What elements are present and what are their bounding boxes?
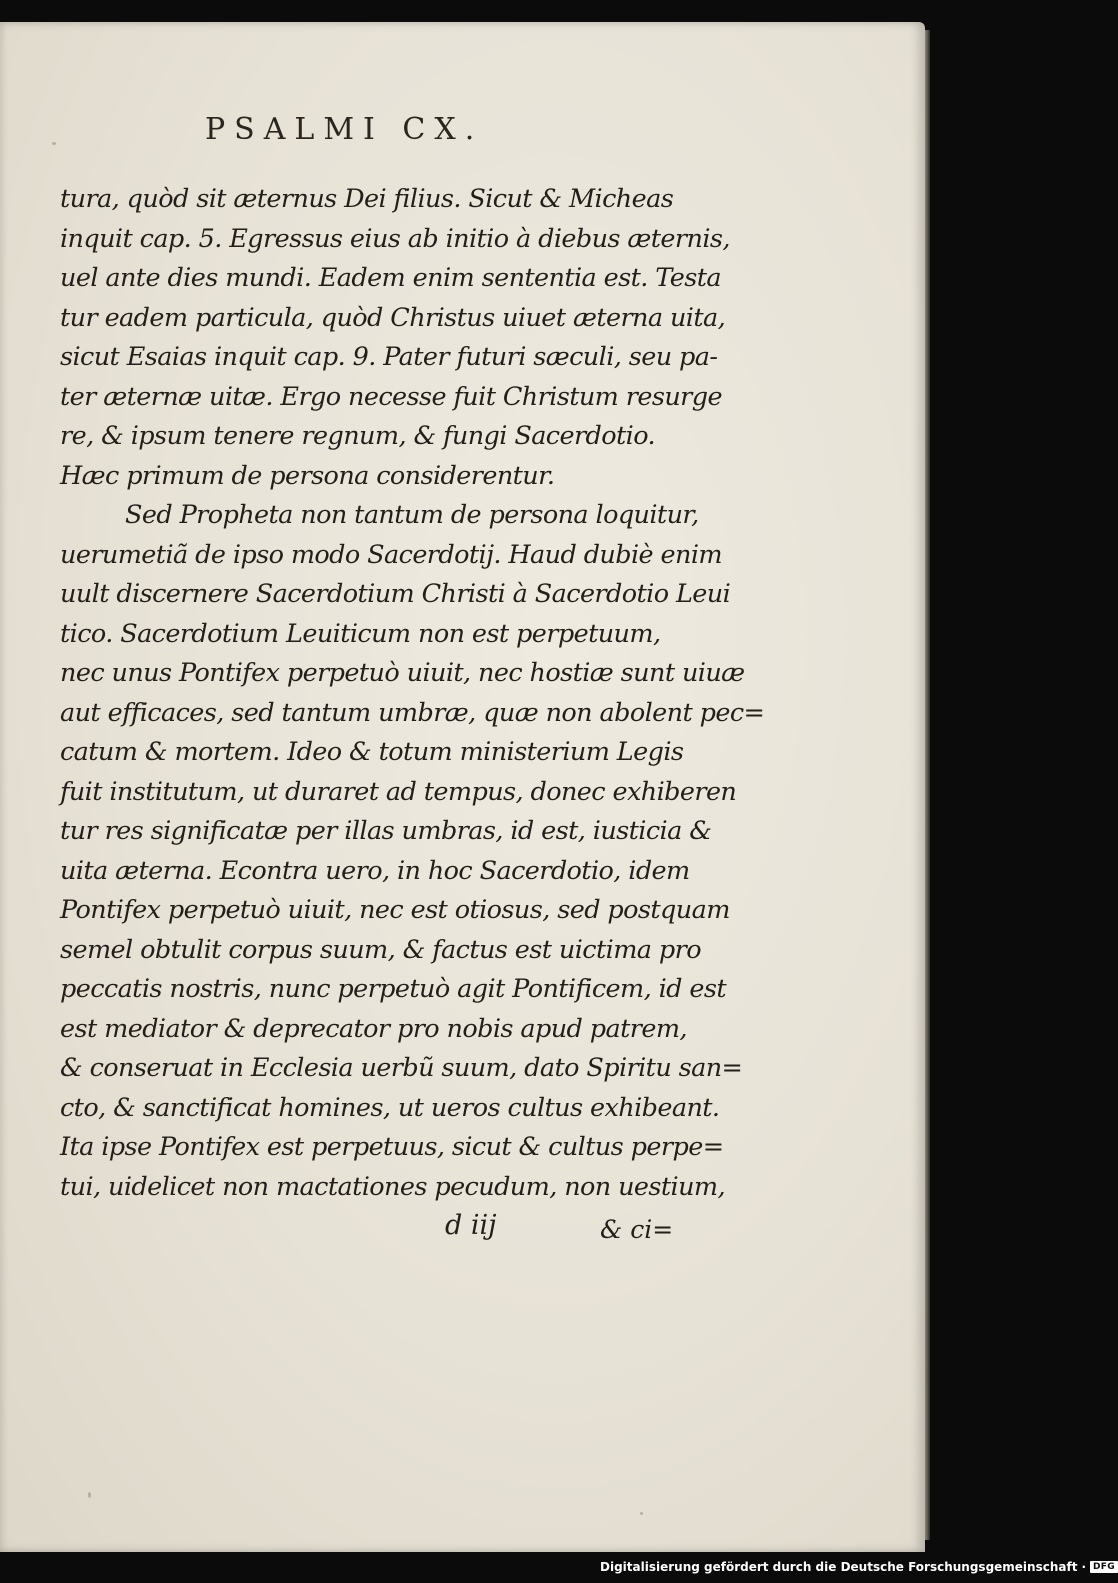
text-line: est mediator & deprecator pro nobis apud patrem,: [60, 1013, 687, 1044]
text-line: tur eadem particula, quòd Christus uiuet æterna uita,: [60, 302, 726, 333]
paper-speck: [52, 142, 56, 145]
text-line: catum & mortem. Ideo & totum ministerium Legis: [60, 737, 684, 767]
text-line: cto, & sanctificat homines, ut ueros cultus exhibeant.: [60, 1092, 720, 1123]
text-line: Sed Propheta non tantum de persona loquitur,: [125, 500, 699, 530]
text-line: & conseruat in Ecclesia uerbũ suum, dato Spiritu san=: [60, 1053, 743, 1083]
credit-text: Digitalisierung gefördert durch die Deutsche Forschungsgemeinschaft: [600, 1560, 1078, 1574]
text-line: uita æterna. Econtra uero, in hoc Sacerdotio, idem: [60, 855, 690, 886]
paper-speck: [88, 1492, 91, 1498]
text-line: re, & ipsum tenere regnum, & fungi Sacerdotio.: [60, 421, 656, 451]
text-line: nec unus Pontifex perpetuò uiuit, nec hostiæ sunt uiuæ: [60, 658, 745, 688]
text-line: peccatis nostris, nunc perpetuò agit Pontificem, id est: [60, 974, 727, 1004]
catchword: & ci=: [600, 1215, 674, 1244]
text-line: inquit cap. 5. Egressus eius ab initio à diebus æternis,: [60, 223, 730, 254]
text-line: tura, quòd sit æternus Dei filius. Sicut & Micheas: [60, 184, 674, 214]
text-line: sicut Esaias inquit cap. 9. Pater futuri sæculi, seu pa-: [60, 342, 718, 372]
text-line: fuit institutum, ut duraret ad tempus, donec exhiberen: [60, 776, 737, 807]
text-line: uerumetiã de ipso modo Sacerdotij. Haud dubiè enim: [60, 539, 722, 570]
text-line: Hæc primum de persona considerentur.: [60, 460, 555, 491]
text-line: tur res significatæ per illas umbras, id est, iusticia &: [60, 816, 712, 846]
running-head: PSALMI CX.: [205, 112, 484, 147]
text-line: semel obtulit corpus suum, & factus est uictima pro: [60, 934, 701, 965]
text-line: Pontifex perpetuò uiuit, nec est otiosus, sed postquam: [60, 895, 730, 925]
text-line: ter æternæ uitæ. Ergo necesse fuit Christum resurge: [60, 381, 722, 412]
text-line: tui, uidelicet non mactationes pecudum, non uestium,: [60, 1171, 726, 1202]
digitization-credit: Digitalisierung gefördert durch die Deutsche Forschungsgemeinschaft · DFG: [600, 1557, 1118, 1577]
text-line: Ita ipse Pontifex est perpetuus, sicut & cultus perpe=: [60, 1132, 724, 1162]
text-line: uel ante dies mundi. Eadem enim sententia est. Testa: [60, 263, 721, 293]
signature-mark: d iij: [445, 1210, 497, 1241]
paper-speck: [640, 1512, 643, 1515]
text-line: tico. Sacerdotium Leuiticum non est perpetuum,: [60, 618, 661, 649]
text-line: aut efficaces, sed tantum umbræ, quæ non abolent pec=: [60, 697, 765, 728]
dfg-logo-icon: DFG: [1090, 1561, 1118, 1573]
book-page: [0, 22, 925, 1552]
body-text: [60, 180, 765, 1207]
text-line: uult discernere Sacerdotium Christi à Sacerdotio Leui: [60, 579, 731, 609]
